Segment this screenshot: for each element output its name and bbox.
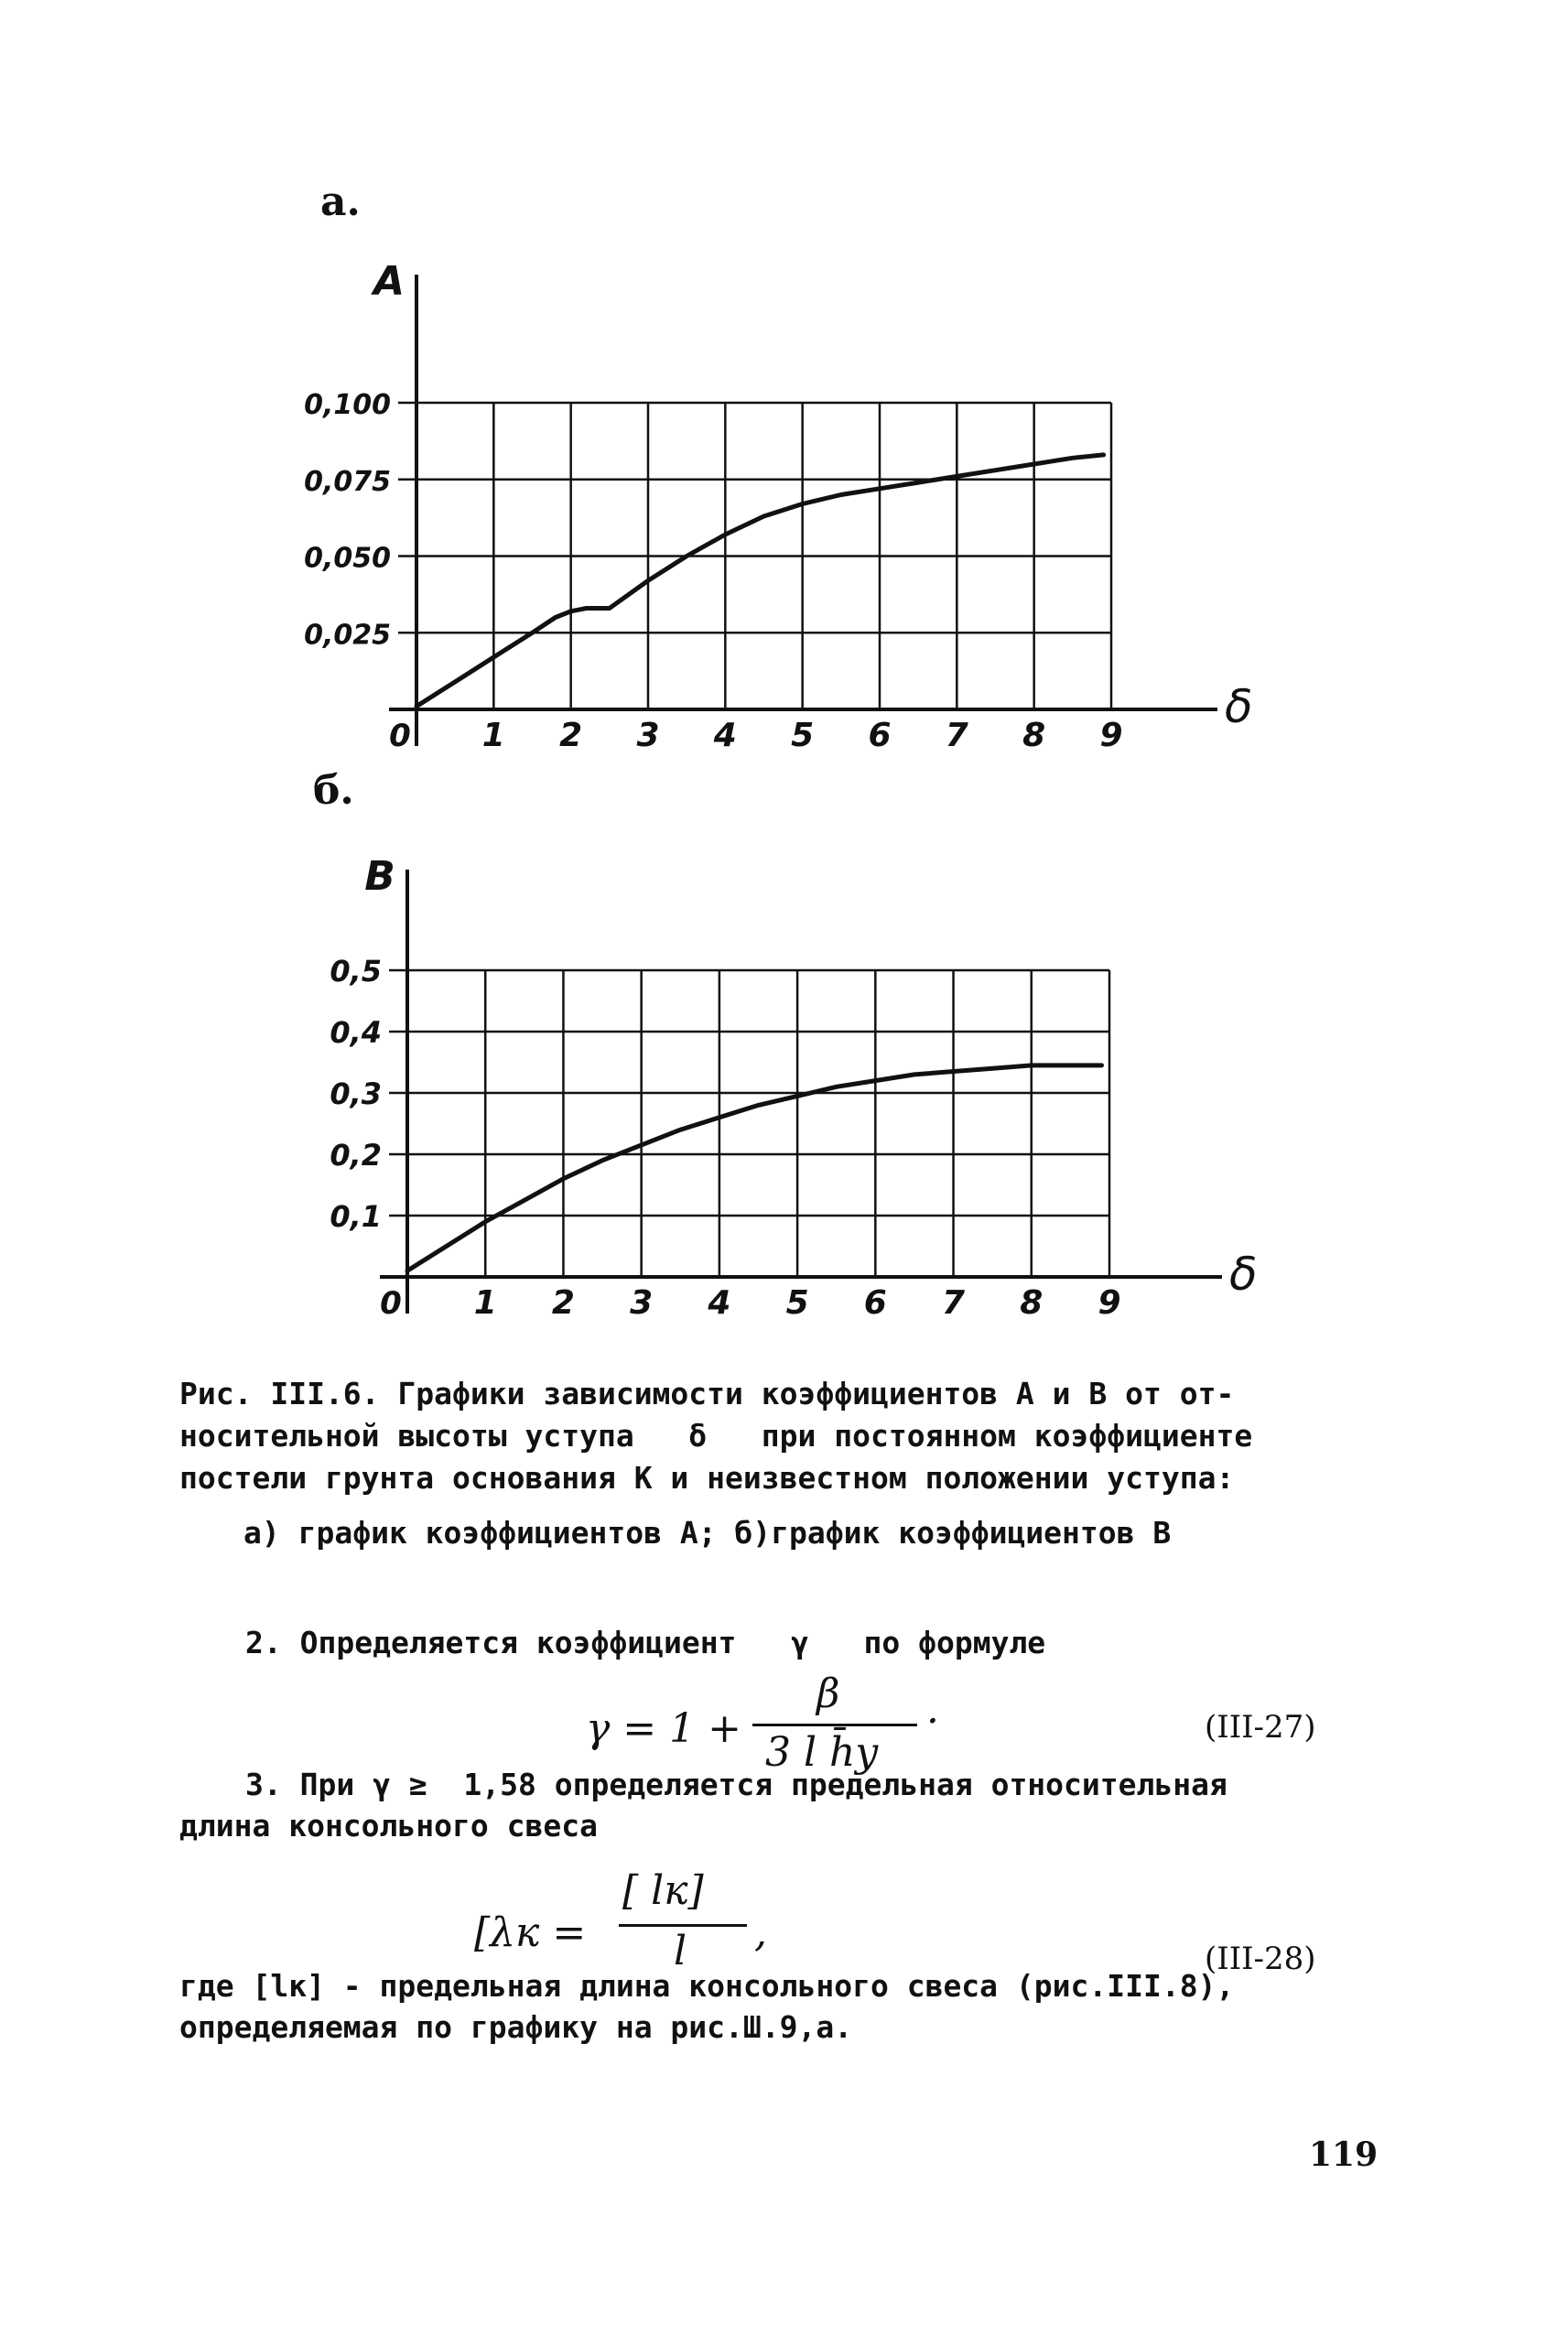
eq27-denominator: 3 l h̄y bbox=[765, 1729, 879, 1776]
caption-line-4: а) график коэффициентов А; б)график коэффициентов В bbox=[243, 1515, 1172, 1551]
y-tick-label: 0,2 bbox=[330, 1138, 382, 1173]
where-text bbox=[179, 1968, 1443, 2045]
eq28-numerator: [ lк] bbox=[622, 1867, 704, 1914]
x-tick-label: 8 bbox=[1022, 717, 1046, 754]
y-tick-label: 0,025 bbox=[304, 619, 391, 652]
x-tick-label: 6 bbox=[868, 717, 892, 754]
where-line-2: определяемая по графику на рис.Ш.9,а. bbox=[179, 2009, 853, 2045]
x-tick-label: 3 bbox=[636, 717, 660, 754]
origin-label: 0 bbox=[380, 1285, 402, 1322]
y-tick-label: 0,100 bbox=[304, 389, 391, 421]
eq28-number: (III-28) bbox=[1205, 1941, 1316, 1977]
eq27-number: (III-27) bbox=[1205, 1709, 1316, 1746]
x-tick-label: 2 bbox=[551, 1284, 575, 1322]
y-tick-label: 0,5 bbox=[330, 954, 382, 989]
equation-27 bbox=[586, 1671, 1410, 1780]
y-axis-label: A bbox=[373, 258, 406, 305]
step-3-line-2: длина консольного свеса bbox=[179, 1808, 598, 1844]
eq28-tail: , bbox=[754, 1909, 767, 1956]
y-axis-label: B bbox=[364, 853, 395, 900]
eq28-denominator: l bbox=[674, 1928, 687, 1974]
x-tick-label: 1 bbox=[481, 717, 505, 754]
where-line-1: где [lк] - предельная длина консольного свеса (рис.III.8), bbox=[179, 1968, 1235, 2004]
eq27-numerator: β bbox=[816, 1671, 840, 1717]
x-tick-label: 4 bbox=[713, 717, 737, 754]
x-axis-label: δ bbox=[1229, 1248, 1258, 1301]
equation-28 bbox=[474, 1867, 1390, 1977]
step-3-text bbox=[179, 1767, 1424, 1844]
x-tick-label: 6 bbox=[863, 1284, 887, 1322]
caption-line-3: постели грунта основания К и неизвестном положении уступа: bbox=[179, 1460, 1235, 1496]
y-tick-label: 0,1 bbox=[330, 1199, 382, 1234]
y-tick-label: 0,4 bbox=[330, 1015, 382, 1050]
x-tick-label: 2 bbox=[559, 717, 583, 754]
eq27-fraction-bar bbox=[752, 1724, 917, 1726]
x-tick-label: 9 bbox=[1099, 717, 1123, 754]
x-tick-label: 7 bbox=[945, 717, 968, 754]
x-tick-label: 5 bbox=[791, 717, 815, 754]
chart-a-label: а. bbox=[320, 178, 361, 225]
x-tick-label: 9 bbox=[1098, 1284, 1121, 1322]
x-tick-label: 5 bbox=[785, 1284, 809, 1322]
y-tick-label: 0,050 bbox=[304, 542, 391, 575]
data-line bbox=[416, 455, 1104, 707]
x-axis-label: δ bbox=[1225, 680, 1253, 733]
eq27-lhs: γ = 1 + bbox=[586, 1705, 741, 1752]
x-tick-label: 1 bbox=[473, 1284, 497, 1322]
chart-b bbox=[0, 806, 1568, 1355]
chart-a bbox=[0, 0, 1568, 806]
step-3-line-1: 3. При γ ≥ 1,58 определяется предельная относительная bbox=[245, 1767, 1227, 1802]
eq27-tail: · bbox=[926, 1698, 939, 1745]
eq28-fraction-bar bbox=[619, 1924, 747, 1927]
x-tick-label: 4 bbox=[708, 1284, 731, 1322]
origin-label: 0 bbox=[389, 718, 411, 754]
y-tick-label: 0,3 bbox=[330, 1076, 382, 1111]
caption-line-1: Рис. III.6. Графики зависимости коэффициентов А и В от от- bbox=[179, 1376, 1235, 1411]
figure-caption bbox=[179, 1373, 1406, 1554]
page-number: 119 bbox=[1309, 2136, 1379, 2174]
eq28-lhs: [λк = bbox=[474, 1909, 587, 1956]
step-2-text: 2. Определяется коэффициент γ по формуле bbox=[245, 1625, 1046, 1660]
x-tick-label: 3 bbox=[630, 1284, 654, 1322]
caption-line-2: носительной высоты уступа δ при постоянном коэффициенте bbox=[179, 1418, 1253, 1454]
y-tick-label: 0,075 bbox=[304, 465, 391, 498]
x-tick-label: 8 bbox=[1020, 1284, 1044, 1322]
data-line bbox=[407, 1065, 1102, 1271]
x-tick-label: 7 bbox=[942, 1284, 966, 1322]
chart-b-label: б. bbox=[313, 767, 354, 814]
